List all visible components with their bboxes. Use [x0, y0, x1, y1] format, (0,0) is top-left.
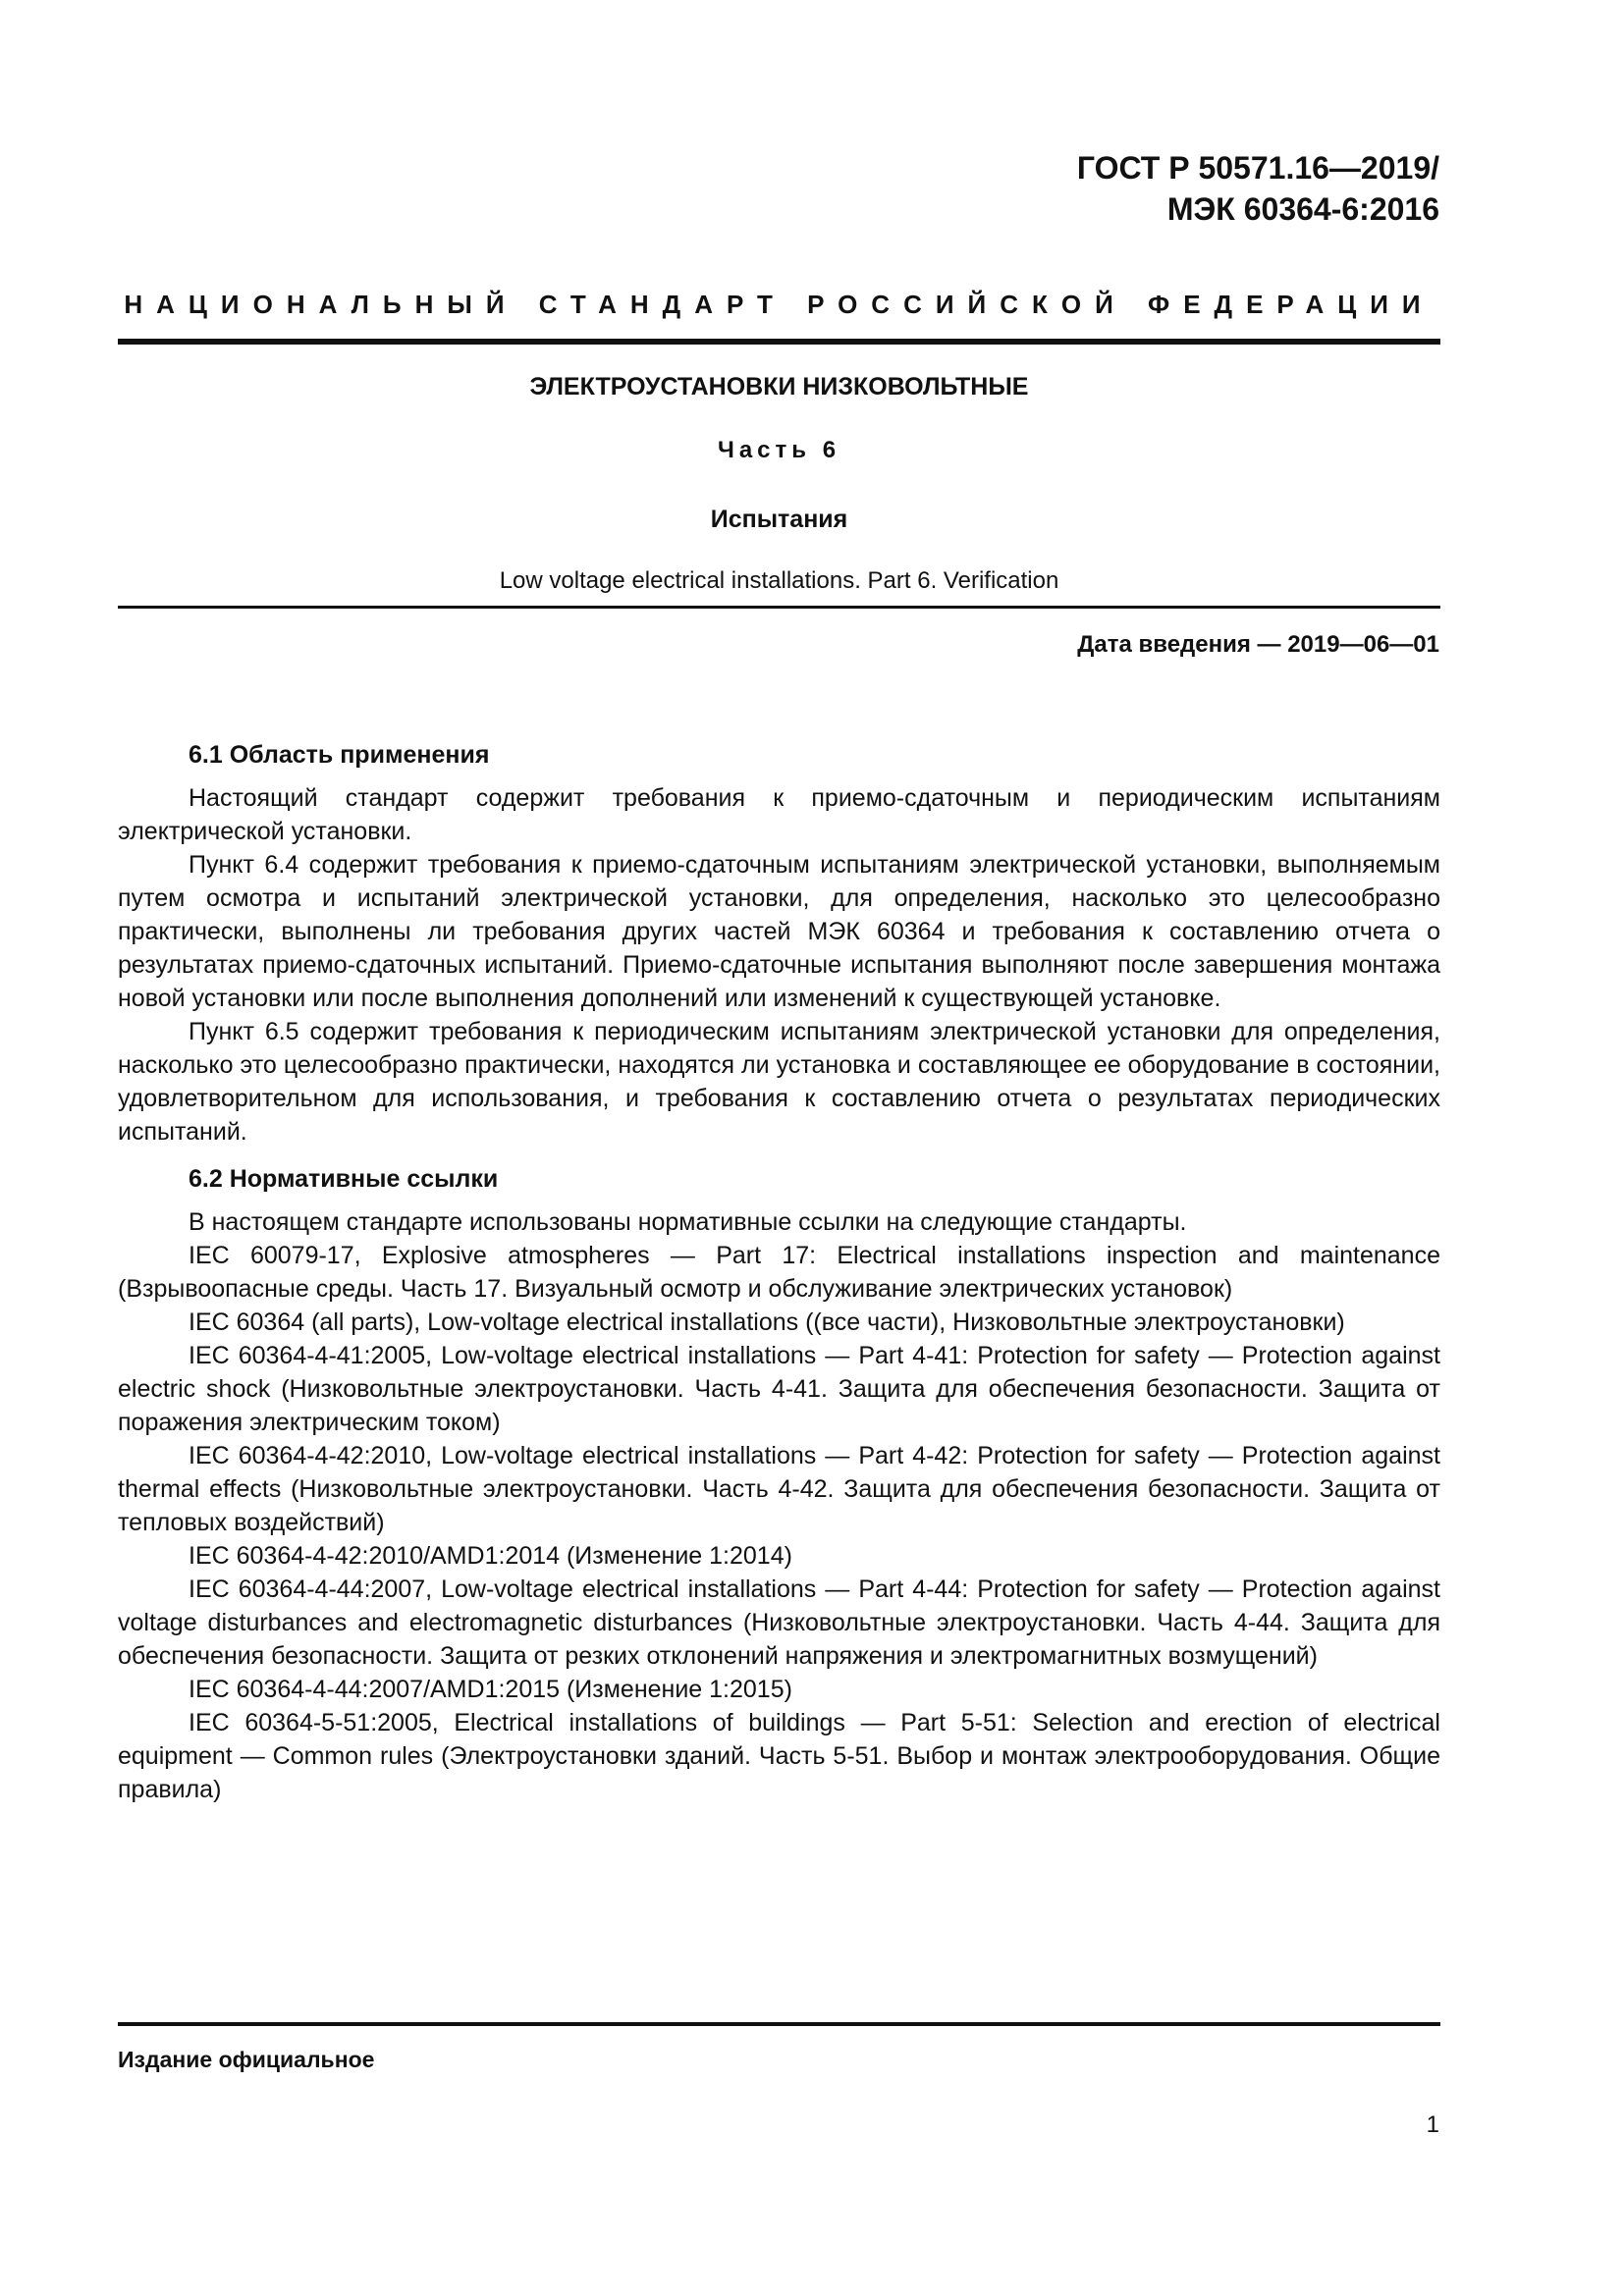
reference-paragraph: IEC 60364 (all parts), Low-voltage electrical installations ((все части), Низковольтные электроустановки) [189, 1308, 1345, 1336]
document-part: Часть 6 [717, 437, 841, 463]
reference-paragraph: IEC 60364-5-51:2005, Electrical installations of buildings — Part 5-51: Selection and erection of electrical equipment — Common rules (Электроустановки зданий. Часть 5-51. Выбор и монтаж электрооборудования. Общие правила) [118, 1709, 1440, 1803]
scope-paragraph: Пункт 6.5 содержит требования к периодическим испытаниям электрической установки для определения, насколько это целесообразно практически, находятся ли установка и составляющее ее оборудование в состоянии, удовлетворительном для использования, и требования к составлению отчета о результатах периодических испытаний. [118, 1018, 1440, 1146]
standard-code-line1: ГОСТ Р 50571.16—2019/ [1076, 150, 1439, 186]
reference-paragraph: IEC 60364-4-42:2010/AMD1:2014 (Изменение 1:2014) [189, 1542, 792, 1570]
reference-paragraph: В настоящем стандарте использованы нормативные ссылки на следующие стандарты. [189, 1208, 1187, 1236]
scope-paragraph: Пункт 6.4 содержит требования к приемо-сдаточным испытаниям электрической установки, выполняемым путем осмотра и испытаний электрической установки, для определения, насколько это целесообразно практически, выполнены ли требования других частей МЭК 60364 и требования к составлению отчета о результатах приемо-сдаточных испытаний. Приемо-сдаточные испытания выполняют после завершения монтажа новой установки или после выполнения дополнений или изменений к существующей установке. [118, 851, 1440, 1012]
document-title: ЭЛЕКТРОУСТАНОВКИ НИЗКОВОЛЬТНЫЕ [529, 373, 1029, 400]
reference-paragraph: IEC 60364-4-44:2007, Low-voltage electrical installations — Part 4-44: Protection for safety — Protection against voltage disturbances and electromagnetic disturbances (Низковольтные электроустановки. Часть 4-44. Защита для обеспечения безопасности. Защита от резких отклонений напряжения и электромагнитных возмущений) [118, 1575, 1440, 1670]
title-divider [118, 606, 1440, 609]
header-divider [118, 339, 1440, 345]
scope-paragraph: Настоящий стандарт содержит требования к приемо-сдаточным и периодическим испытаниям электрической установки. [118, 784, 1440, 845]
national-standard-banner: НАЦИОНАЛЬНЫЙ СТАНДАРТ РОССИЙСКОЙ ФЕДЕРАЦИИ [124, 290, 1435, 319]
document-subtitle: Испытания [710, 506, 848, 533]
footer-divider [118, 2022, 1440, 2026]
section-heading-scope: 6.1 Область применения [189, 741, 490, 769]
standard-code [1077, 147, 1439, 230]
english-title: Low voltage electrical installations. Part 6. Verification [499, 567, 1059, 594]
reference-paragraph: IEC 60364-4-41:2005, Low-voltage electrical installations — Part 4-41: Protection for safety — Protection against electric shock (Низковольтные электроустановки. Часть 4-41. Защита для обеспечения безопасности. Защита от поражения электрическим током) [118, 1342, 1440, 1436]
effective-date: Дата введения — 2019—06—01 [1077, 631, 1439, 658]
document-body [118, 738, 1440, 1806]
section-heading-references: 6.2 Нормативные ссылки [189, 1165, 499, 1193]
standard-code-line2: МЭК 60364-6:2016 [1166, 191, 1439, 227]
reference-paragraph: IEC 60364-4-44:2007/AMD1:2015 (Изменение 1:2015) [189, 1676, 792, 1703]
reference-paragraph: IEC 60364-4-42:2010, Low-voltage electrical installations — Part 4-42: Protection for safety — Protection against thermal effects (Низковольтные электроустановки. Часть 4-42. Защита для обеспечения безопасности. Защита от тепловых воздействий) [118, 1442, 1440, 1536]
reference-paragraph: IEC 60079-17, Explosive atmospheres — Part 17: Electrical installations inspection and maintenance (Взрывоопасные среды. Часть 17. Визуальный осмотр и обслуживание электрических установок) [118, 1242, 1440, 1303]
page-number: 1 [1426, 2111, 1439, 2138]
official-edition-note: Издание официальное [118, 2047, 375, 2072]
